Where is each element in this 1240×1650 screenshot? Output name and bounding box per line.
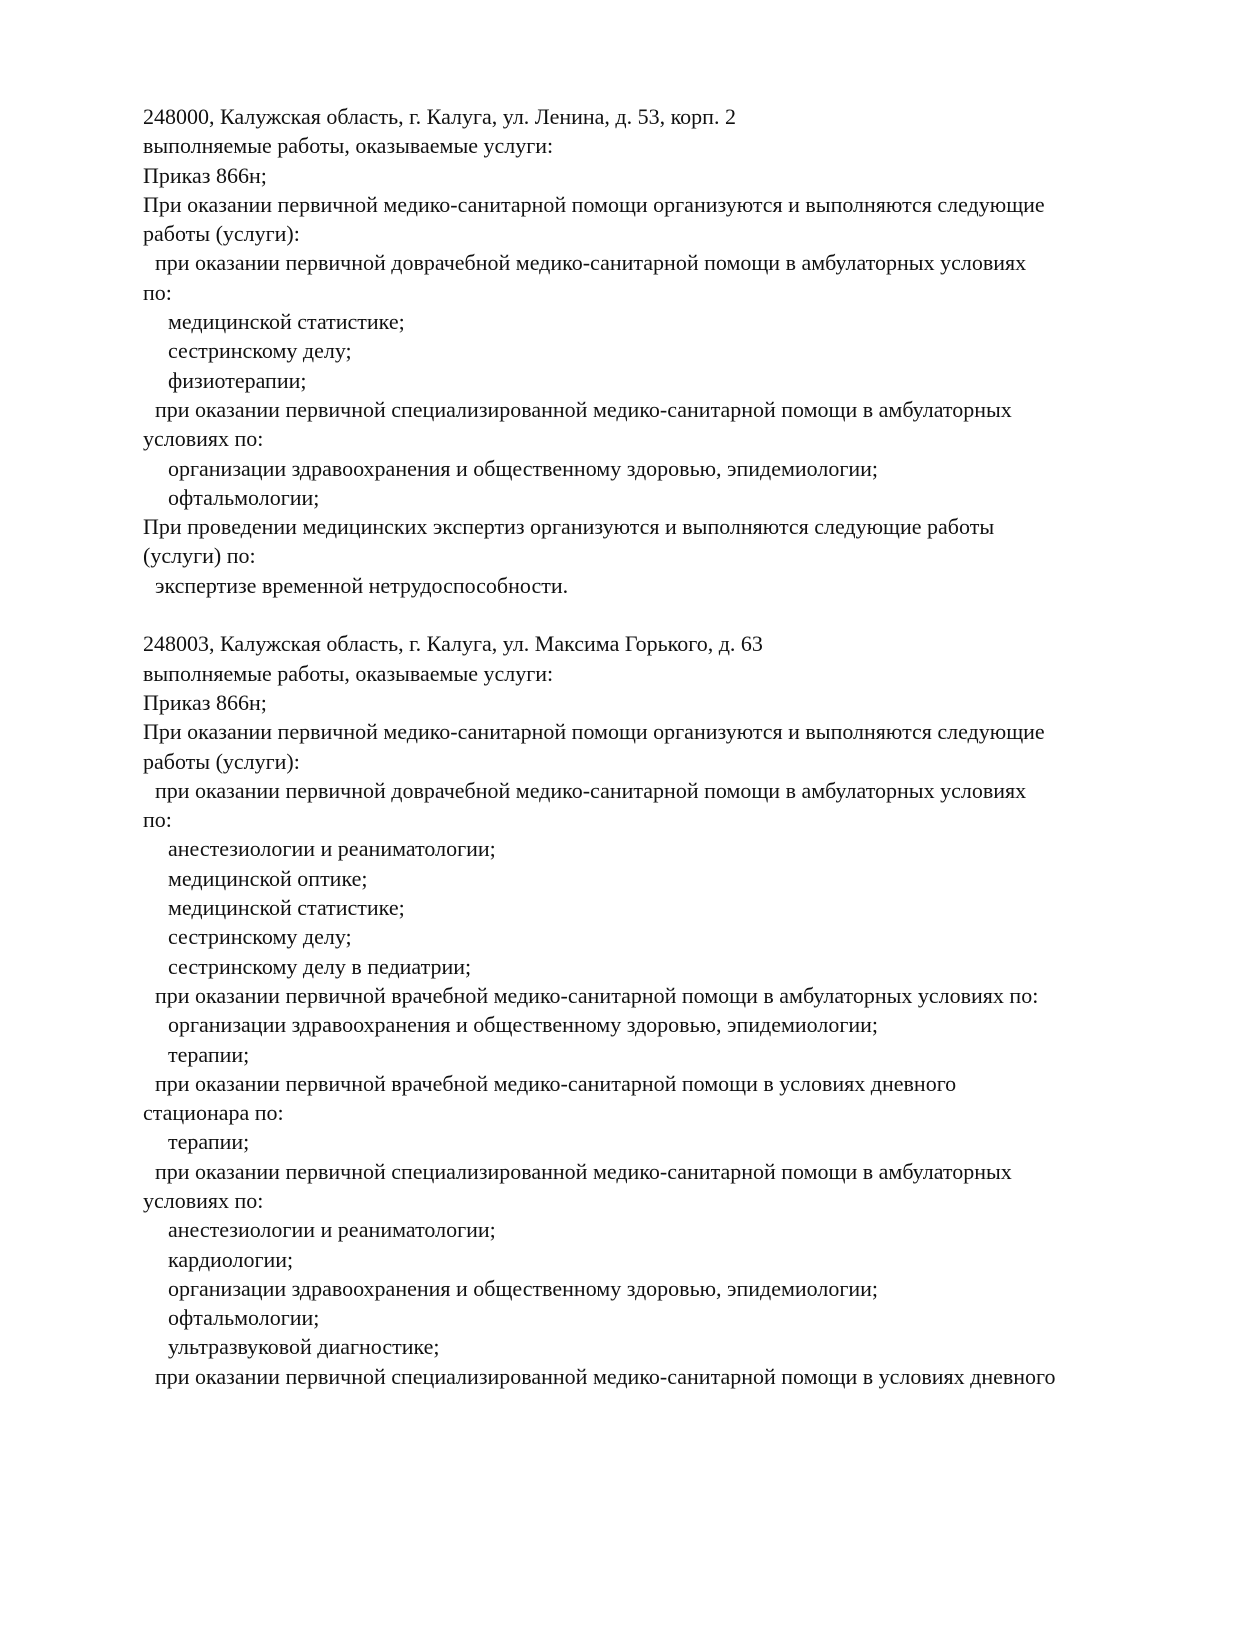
text-line: выполняемые работы, оказываемые услуги: [143, 660, 554, 686]
address-line: 248000, Калужская область, г. Калуга, ул. Ленина, д. 53, корп. 2 [143, 104, 736, 129]
text-line: сестринскому делу; [168, 924, 352, 950]
text-line: терапии; [168, 1041, 250, 1067]
text-line: (услуги) по: [143, 543, 256, 569]
text-line: медицинской оптике; [168, 865, 368, 891]
text-line: терапии; [168, 1129, 250, 1155]
text-line: При оказании первичной медико-санитарной помощи организуются и выполняются следующие [143, 719, 1045, 745]
text-line: при оказании первичной доврачебной медико-санитарной помощи в амбулаторных условиях [155, 250, 1027, 276]
text-line: при оказании первичной врачебной медико-санитарной помощи в амбулаторных условиях по: [155, 982, 1039, 1008]
text-line: Приказ 866н; [143, 689, 267, 715]
text-line: анестезиологии и реаниматологии; [168, 1217, 496, 1243]
text-line: При оказании первичной медико-санитарной помощи организуются и выполняются следующие [143, 191, 1045, 217]
address-section [143, 629, 1193, 1391]
text-line: условиях по: [143, 1187, 264, 1213]
text-line: кардиологии; [168, 1246, 294, 1272]
text-line: по: [143, 807, 172, 833]
text-line: физиотерапии; [168, 367, 307, 393]
text-line: при оказании первичной специализированной медико-санитарной помощи в амбулаторных [155, 1158, 1012, 1184]
text-line: условиях по: [143, 426, 264, 452]
text-line: при оказании первичной врачебной медико-санитарной помощи в условиях дневного [155, 1070, 957, 1096]
text-line: медицинской статистике; [168, 309, 405, 335]
text-line: организации здравоохранения и общественному здоровью, эпидемиологии; [168, 455, 879, 481]
text-line: организации здравоохранения и общественному здоровью, эпидемиологии; [168, 1275, 879, 1301]
text-line: ультразвуковой диагностике; [168, 1334, 440, 1360]
text-line: выполняемые работы, оказываемые услуги: [143, 133, 554, 159]
text-line: экспертизе временной нетрудоспособности. [155, 572, 569, 598]
text-line: медицинской статистике; [168, 895, 405, 921]
text-line: работы (услуги): [143, 748, 300, 774]
text-line: сестринскому делу в педиатрии; [168, 953, 472, 979]
text-line: при оказании первичной специализированной медико-санитарной помощи в амбулаторных [155, 396, 1012, 422]
document-body [143, 102, 1193, 1391]
text-line: офтальмологии; [168, 484, 320, 510]
text-line: При проведении медицинских экспертиз организуются и выполняются следующие работы [143, 514, 995, 540]
text-line: стационара по: [143, 1100, 284, 1126]
text-line: работы (услуги): [143, 221, 300, 247]
text-line: анестезиологии и реаниматологии; [168, 836, 496, 862]
text-line: офтальмологии; [168, 1305, 320, 1331]
address-line: 248003, Калужская область, г. Калуга, ул. Максима Горького, д. 63 [143, 631, 763, 657]
text-line: при оказании первичной специализированной медико-санитарной помощи в условиях дневного [155, 1363, 1056, 1389]
address-section [143, 102, 1193, 600]
text-line: по: [143, 279, 172, 305]
text-line: организации здравоохранения и общественному здоровью, эпидемиологии; [168, 1012, 879, 1038]
text-line: Приказ 866н; [143, 162, 267, 188]
text-line: при оказании первичной доврачебной медико-санитарной помощи в амбулаторных условиях [155, 777, 1027, 803]
text-line: сестринскому делу; [168, 338, 352, 364]
